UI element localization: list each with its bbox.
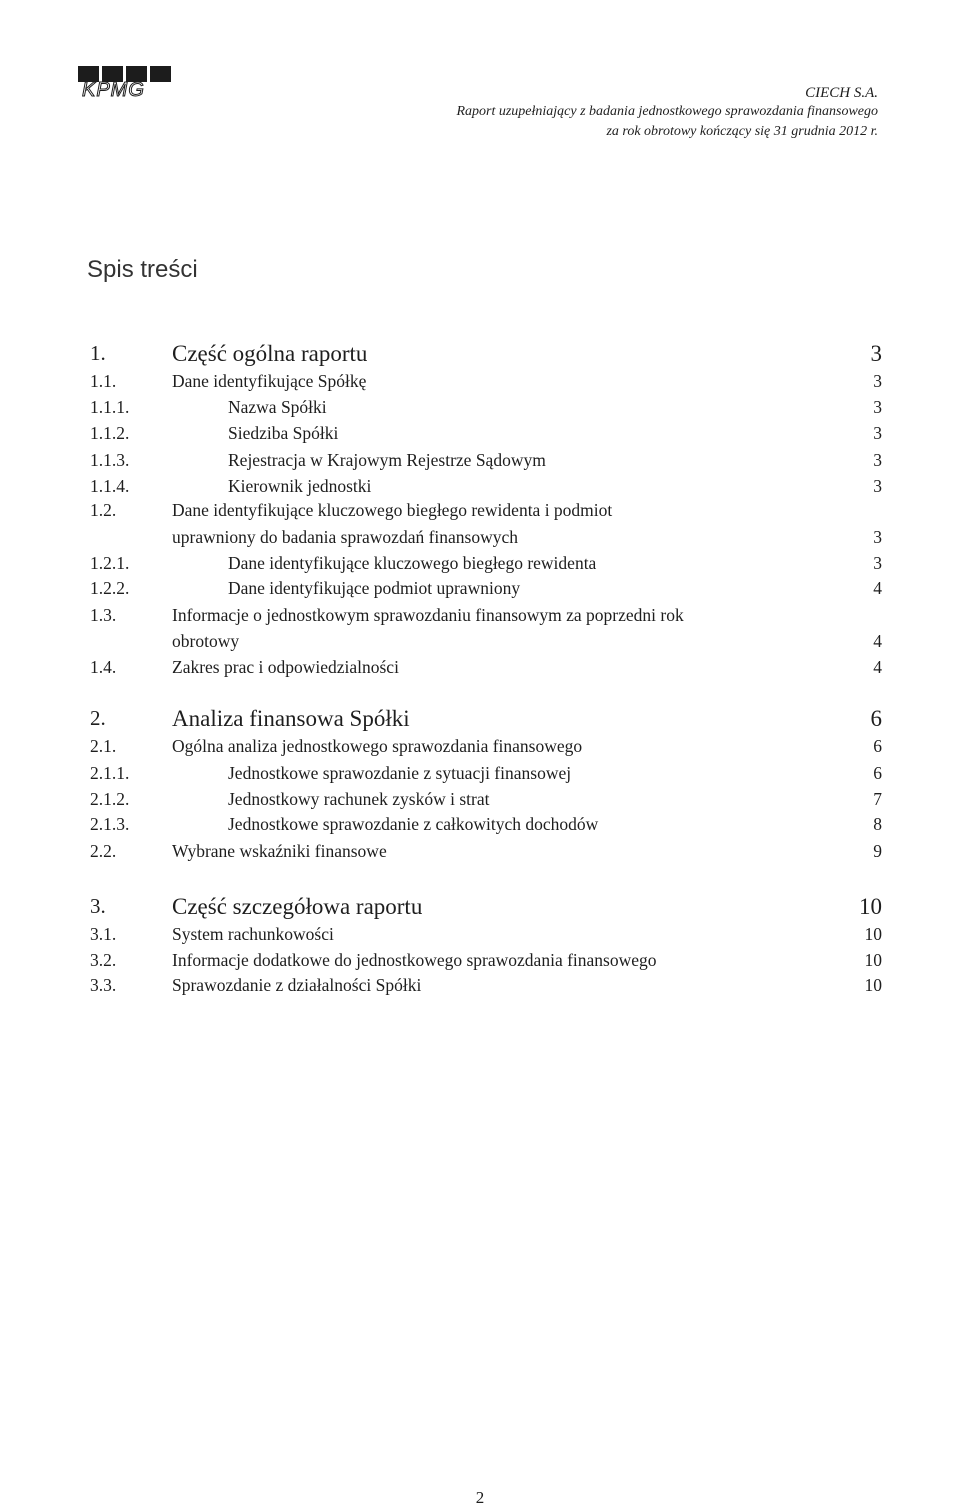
toc-entry-title: Dane identyfikujące kluczowego biegłego rewidenta bbox=[228, 553, 597, 573]
toc-entry-page: 10 bbox=[864, 924, 882, 944]
toc-entry-page: 6 bbox=[870, 706, 882, 731]
toc-entry-title: Siedziba Spółki bbox=[228, 423, 339, 443]
toc-entry-number: 2.2. bbox=[90, 841, 117, 861]
toc-entry-number: 1.1.1. bbox=[90, 397, 130, 417]
toc-entry-page: 4 bbox=[873, 578, 882, 598]
toc-entry-title: Jednostkowe sprawozdanie z sytuacji finansowej bbox=[228, 763, 572, 783]
toc-entry-title: Zakres prac i odpowiedzialności bbox=[172, 657, 399, 677]
toc-entry-page: 7 bbox=[873, 789, 882, 809]
toc-entry-page: 10 bbox=[859, 894, 882, 919]
toc-entry-page: 4 bbox=[873, 631, 882, 651]
toc-entry-title: Ogólna analiza jednostkowego sprawozdania finansowego bbox=[172, 736, 583, 756]
toc-entry-page: 3 bbox=[873, 553, 882, 573]
toc-entry-page: 6 bbox=[873, 736, 882, 756]
toc-entry-title: uprawniony do badania sprawozdań finansowych bbox=[172, 527, 519, 547]
toc-entry-title: Kierownik jednostki bbox=[228, 476, 372, 496]
toc-entry-title: Jednostkowe sprawozdanie z całkowitych dochodów bbox=[228, 814, 599, 834]
document-header bbox=[456, 84, 878, 142]
toc-entry-title: Informacje dodatkowe do jednostkowego sprawozdania finansowego bbox=[172, 950, 657, 970]
toc-entry-page: 4 bbox=[873, 657, 882, 677]
toc-entry-title: Nazwa Spółki bbox=[228, 397, 327, 417]
toc-entry-title: Wybrane wskaźniki finansowe bbox=[172, 841, 387, 861]
toc-entry-number: 1.2.1. bbox=[90, 553, 130, 573]
toc-entry-page: 3 bbox=[873, 527, 882, 547]
toc-entry-number: 3.3. bbox=[90, 975, 117, 995]
report-subtitle-line-2: za rok obrotowy kończący się 31 grudnia 2012 r. bbox=[606, 124, 878, 139]
toc-entry-number: 2.1.2. bbox=[90, 789, 130, 809]
toc-entry-number: 2.1.1. bbox=[90, 763, 130, 783]
report-subtitle-line-1: Raport uzupełniający z badania jednostkowego sprawozdania finansowego bbox=[456, 104, 878, 119]
toc-entry-number: 3.1. bbox=[90, 924, 117, 944]
toc-entry-page: 3 bbox=[873, 371, 882, 391]
toc-entry-page: 3 bbox=[873, 476, 882, 496]
toc-entry-page: 10 bbox=[864, 950, 882, 970]
toc-entry-number: 1.2.2. bbox=[90, 578, 130, 598]
toc-entry-number: 2. bbox=[90, 706, 106, 730]
toc-entry-title: System rachunkowości bbox=[172, 924, 334, 944]
toc-entry-title: Sprawozdanie z działalności Spółki bbox=[172, 975, 422, 995]
toc-entry-number: 2.1.3. bbox=[90, 814, 130, 834]
toc-entry-page: 3 bbox=[870, 341, 882, 366]
company-name: CIECH S.A. bbox=[805, 85, 878, 101]
toc-entry-number: 1.3. bbox=[90, 605, 117, 625]
toc-entry-number: 1.1.4. bbox=[90, 476, 130, 496]
toc-entry-number: 1.4. bbox=[90, 657, 117, 677]
page-number: 2 bbox=[475, 1488, 485, 1507]
toc-entry-title: Część szczegółowa raportu bbox=[172, 894, 423, 919]
toc-entry-page: 3 bbox=[873, 450, 882, 470]
toc-entry-title: Analiza finansowa Spółki bbox=[172, 706, 410, 731]
toc-entry-number: 3.2. bbox=[90, 950, 117, 970]
toc-title: Spis treści bbox=[87, 256, 198, 283]
toc-entry-title: Część ogólna raportu bbox=[172, 341, 368, 366]
toc-entry-page: 3 bbox=[873, 397, 882, 417]
toc-entry-number: 1.2. bbox=[90, 500, 117, 520]
toc-entry-title: Dane identyfikujące kluczowego biegłego rewidenta i podmiot bbox=[172, 500, 613, 520]
toc-entry-page: 10 bbox=[864, 975, 882, 995]
toc-entry-title: Informacje o jednostkowym sprawozdaniu finansowym za poprzedni rok bbox=[172, 605, 684, 625]
logo-text: KPMG bbox=[82, 79, 145, 101]
toc-entry-page: 9 bbox=[873, 841, 882, 861]
toc-entry-page: 8 bbox=[873, 814, 882, 834]
toc-entry-number: 1.1.3. bbox=[90, 450, 130, 470]
toc-entry-page: 6 bbox=[873, 763, 882, 783]
toc-entry-number: 3. bbox=[90, 894, 106, 918]
toc-entry-title: Dane identyfikujące Spółkę bbox=[172, 371, 367, 391]
toc-entry-title: obrotowy bbox=[172, 631, 240, 651]
toc-entry-title: Rejestracja w Krajowym Rejestrze Sądowym bbox=[228, 450, 546, 470]
toc-entry-title: Dane identyfikujące podmiot uprawniony bbox=[228, 578, 521, 598]
toc-entry-number: 2.1. bbox=[90, 736, 117, 756]
toc-entry-page: 3 bbox=[873, 423, 882, 443]
toc-entry-number: 1.1.2. bbox=[90, 423, 130, 443]
toc-entry-number: 1. bbox=[90, 341, 106, 365]
toc-entry-number: 1.1. bbox=[90, 371, 117, 391]
kpmg-logo bbox=[78, 66, 168, 100]
toc-entry-title: Jednostkowy rachunek zysków i strat bbox=[228, 789, 490, 809]
